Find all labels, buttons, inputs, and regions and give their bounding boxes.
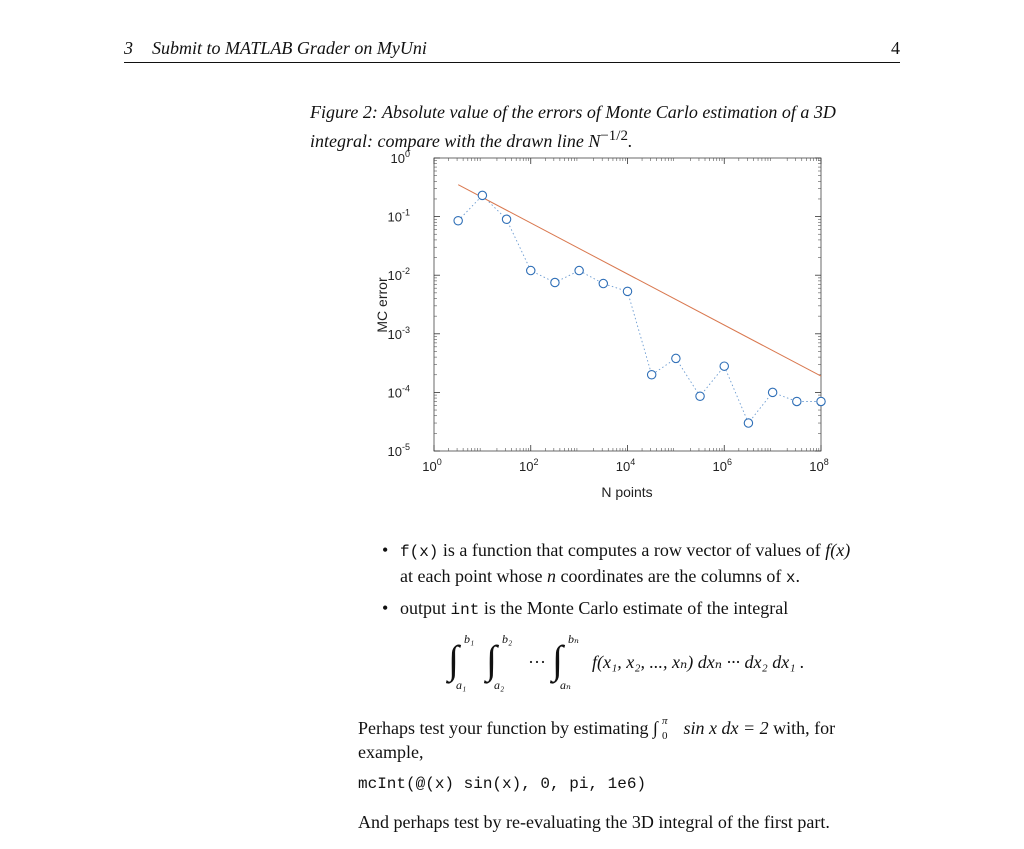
x-axis-label: N points (601, 484, 653, 500)
integral-sign-2: ∫ (486, 637, 497, 682)
x-tick-label (713, 457, 732, 474)
section-number: 3 (124, 38, 133, 58)
y-tick-base: 10 (387, 268, 402, 284)
y-tick-base: 10 (387, 326, 402, 342)
x-tick-exp: 0 (436, 457, 442, 467)
para1-text2: with, for (768, 718, 836, 738)
x-tick-base: 10 (422, 459, 437, 474)
inline-upper-limit: π (661, 715, 668, 727)
x-tick-exp: 2 (533, 457, 539, 467)
y-tick-label (388, 442, 410, 459)
para1-text3: example, (358, 742, 424, 762)
x-tick-base: 10 (519, 459, 534, 474)
y-tick-exp: -3 (401, 324, 410, 335)
x-tick-label (519, 457, 538, 474)
mc-error-point (502, 215, 510, 223)
inline-lower-limit: 0 (661, 730, 668, 742)
mc-error-point (478, 191, 486, 199)
y-tick-label (388, 325, 410, 342)
x-tick-label (809, 457, 828, 474)
display-equation (448, 632, 908, 694)
upper-limit-1: b₁ (464, 632, 475, 646)
integral-sign-1: ∫ (448, 637, 459, 682)
bullet1-end: . (795, 566, 800, 586)
code-x: x (785, 569, 796, 587)
y-tick-label (388, 208, 410, 225)
mc-error-point (623, 287, 631, 295)
y-tick-label (391, 149, 410, 166)
mc-error-point (720, 362, 728, 370)
caption-text-line1: Absolute value of the errors of Monte Carlo estimation of a 3D (382, 102, 836, 122)
x-tick-base: 10 (712, 459, 727, 474)
x-tick-label (422, 457, 441, 474)
y-tick-exp: -1 (401, 207, 410, 218)
lower-limit-n: aₙ (560, 678, 571, 692)
mc-error-chart (360, 148, 850, 508)
para1-text1: Perhaps test your function by estimating (358, 718, 653, 738)
figure-caption (310, 100, 910, 153)
integrand: f(x₁, x₂, ..., xₙ) dxₙ ··· dx₂ dx₁ . (592, 652, 805, 672)
caption-end: . (627, 131, 633, 151)
y-tick-label (388, 383, 410, 400)
bullet1-text3: coordinates are the columns of (555, 566, 786, 586)
lower-limit-1: a₁ (456, 678, 467, 692)
mc-error-point (599, 279, 607, 287)
mc-error-point (647, 371, 655, 379)
plot-frame (434, 158, 821, 451)
y-tick-exp: -4 (401, 383, 410, 394)
mc-error-point (454, 217, 462, 225)
integral-sign-n: ∫ (552, 637, 563, 682)
code-int: int (450, 601, 480, 619)
mc-error-point (672, 354, 680, 362)
mc-error-point (817, 397, 825, 405)
x-tick-exp: 8 (823, 457, 829, 467)
code-example: mcInt(@(x) sin(x), 0, pi, 1e6) (358, 775, 647, 793)
x-tick-base: 10 (809, 459, 824, 474)
paragraph-retest: And perhaps test by re-evaluating the 3D integral of the first part. (358, 812, 830, 832)
para1-integrand: sin x dx = 2 (678, 718, 769, 738)
inline-integral (653, 716, 679, 740)
y-tick-exp: -2 (401, 266, 410, 277)
upper-limit-2: b₂ (502, 632, 513, 646)
caption-text-line2: integral: compare with the drawn line (310, 131, 584, 151)
integral-dots: ··· (528, 652, 546, 672)
inline-integral-sign: ∫ (652, 718, 658, 738)
mc-error-point (527, 266, 535, 274)
y-tick-base: 10 (387, 444, 402, 459)
y-tick-exp: 0 (404, 149, 410, 159)
page-number: 4 (891, 38, 900, 58)
upper-limit-n: bₙ (568, 632, 579, 646)
section-title: Submit to MATLAB Grader on MyUni (152, 38, 427, 58)
bullet1-text1: is a function that computes a row vector of values of (438, 540, 826, 560)
caption-label: Figure 2: (310, 102, 378, 122)
y-tick-label (388, 266, 410, 283)
mc-error-point (696, 392, 704, 400)
bullet1-math1: f(x) (825, 540, 851, 560)
y-axis-label: MC error (374, 277, 390, 333)
bullet-dot: • (382, 540, 389, 560)
x-tick-exp: 6 (726, 457, 732, 467)
mc-error-point (793, 397, 801, 405)
caption-n-symbol: N (588, 131, 601, 151)
mc-error-point (744, 419, 752, 427)
y-tick-exp: -5 (401, 442, 410, 452)
code-f-x: f(x) (400, 543, 439, 561)
bullet2-text2: is the Monte Carlo estimate of the integral (479, 598, 789, 618)
bullet1-text2: at each point whose (400, 566, 547, 586)
lower-limit-2: a₂ (494, 678, 505, 692)
x-tick-base: 10 (615, 459, 631, 474)
running-header (124, 38, 900, 63)
paragraph-test-suggestion (358, 716, 908, 764)
bullet-dot: • (382, 598, 389, 618)
y-tick-base: 10 (387, 385, 402, 401)
y-tick-base: 10 (387, 209, 402, 225)
y-tick-base: 10 (390, 151, 405, 166)
bullet1-math2: n (546, 566, 556, 586)
caption-exponent: −1/2 (600, 128, 628, 144)
mc-error-point (551, 278, 559, 286)
x-tick-label (616, 457, 635, 474)
mc-error-point (575, 266, 583, 274)
bullet2-text1: output (400, 598, 451, 618)
x-tick-exp: 4 (630, 457, 636, 467)
mc-error-point (768, 388, 776, 396)
